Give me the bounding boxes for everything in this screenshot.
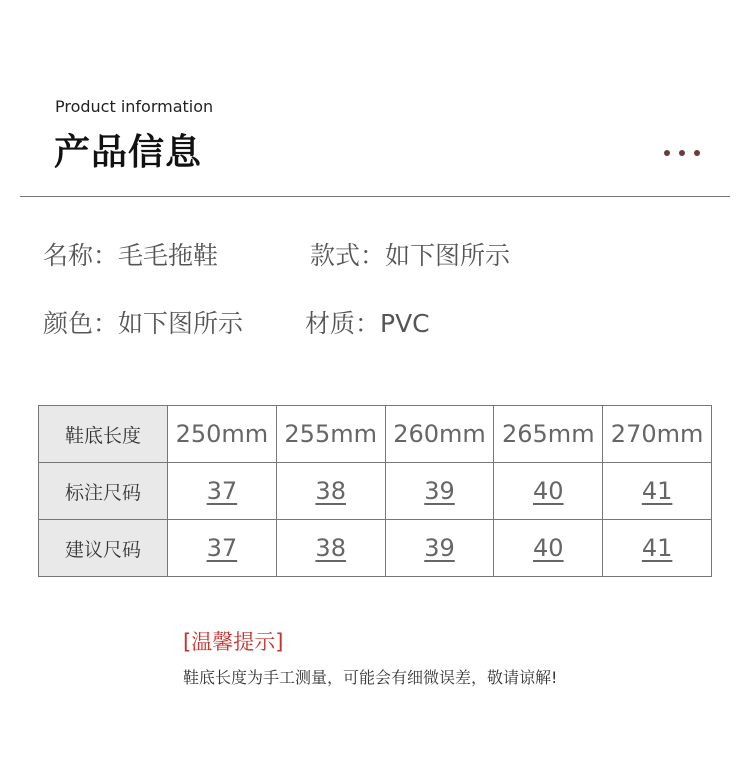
table-row — [39, 406, 712, 463]
tip-text: 鞋底长度为手工测量，可能会有细微误差，敬请谅解! — [183, 668, 558, 687]
table-row — [39, 520, 712, 577]
table-cell: 39 — [385, 463, 494, 520]
table-cell: 40 — [494, 463, 603, 520]
table-cell: 38 — [276, 463, 385, 520]
info-style: 款式：如下图所示 — [310, 241, 511, 270]
product-info-subtitle: Product information — [55, 97, 214, 116]
table-cell: 265mm — [494, 406, 603, 463]
table-row — [39, 463, 712, 520]
table-cell: 40 — [494, 520, 603, 577]
table-cell: 37 — [168, 520, 277, 577]
row-label: 建议尺码 — [39, 520, 168, 577]
table-cell: 37 — [168, 463, 277, 520]
table-cell: 260mm — [385, 406, 494, 463]
size-table — [38, 405, 712, 577]
table-cell: 41 — [603, 520, 712, 577]
table-cell: 250mm — [168, 406, 277, 463]
row-label: 鞋底长度 — [39, 406, 168, 463]
table-cell: 255mm — [276, 406, 385, 463]
info-color: 颜色：如下图所示 — [43, 309, 244, 338]
table-cell: 270mm — [603, 406, 712, 463]
info-material: 材质：PVC — [305, 309, 430, 338]
table-cell: 39 — [385, 520, 494, 577]
row-label: 标注尺码 — [39, 463, 168, 520]
table-cell: 41 — [603, 463, 712, 520]
tip-title: [温馨提示] — [183, 630, 284, 654]
header-divider — [20, 196, 730, 197]
more-dots-icon — [664, 150, 700, 156]
table-cell: 38 — [276, 520, 385, 577]
info-name: 名称：毛毛拖鞋 — [43, 241, 219, 270]
page-title: 产品信息 — [54, 132, 203, 173]
